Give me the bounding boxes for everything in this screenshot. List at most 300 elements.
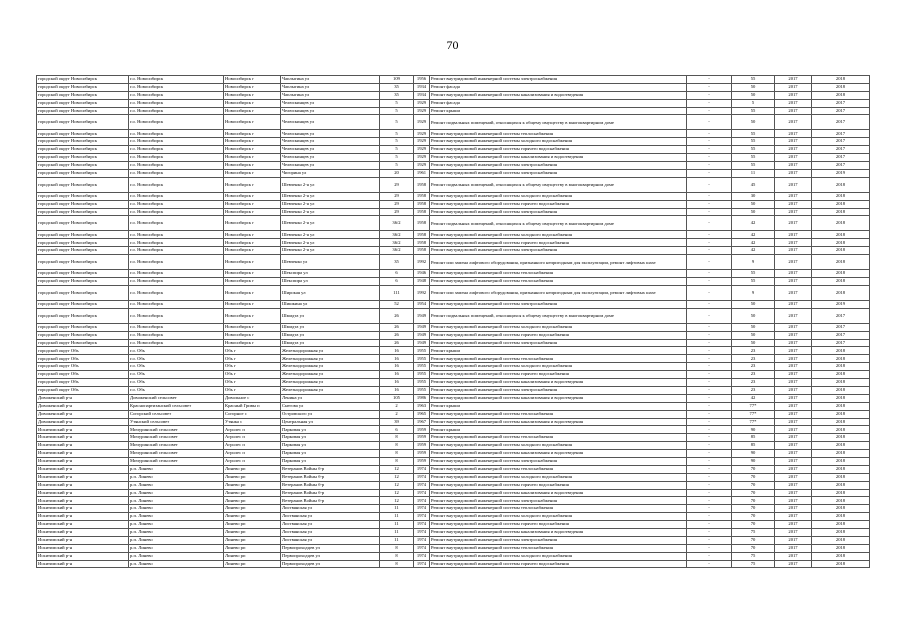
cost-cell: 70: [732, 521, 775, 529]
locality-cell: Новосибирск г: [224, 115, 281, 130]
locality-cell: Новосибирск г: [224, 285, 281, 300]
work-type-cell: Ремонт внутридомовой инженерной системы электроснабжения: [430, 76, 687, 84]
end-year-cell: 2017: [812, 308, 870, 323]
start-year-cell: 2017: [775, 308, 812, 323]
municipal-district-cell: городской округ Новосибирск: [37, 177, 129, 192]
work-type-cell: Ремонт фасада: [430, 99, 687, 107]
municipal-district-cell: городской округ Новосибирск: [37, 162, 129, 170]
table-row: [37, 270, 870, 278]
build-year-cell: 1948: [414, 278, 430, 286]
build-year-cell: 1974: [414, 552, 430, 560]
table-row: [37, 402, 870, 410]
table-row: [37, 347, 870, 355]
end-year-cell: 2017: [812, 331, 870, 339]
end-year-cell: 2017: [812, 138, 870, 146]
work-type-cell: Ремонт внутридомовой инженерной системы горячего водоснабжения: [430, 146, 687, 154]
table-row: [37, 177, 870, 192]
cost-cell: 70: [732, 489, 775, 497]
start-year-cell: 2017: [775, 285, 812, 300]
house-number-cell: 26: [380, 308, 414, 323]
street-cell: Ветеранов Войны б-р: [281, 465, 380, 473]
build-year-cell: 1959: [414, 426, 430, 434]
settlement-cell: Мичуринский сельсовет: [129, 426, 224, 434]
cost-cell: 42: [732, 247, 775, 255]
extra-cell: -: [687, 560, 732, 568]
end-year-cell: 2018: [812, 83, 870, 91]
house-number-cell: 16: [380, 347, 414, 355]
cost-cell: 50: [732, 91, 775, 99]
municipal-district-cell: городской округ Новосибирск: [37, 270, 129, 278]
cost-cell: 90: [732, 426, 775, 434]
municipal-district-cell: городской округ Новосибирск: [37, 331, 129, 339]
locality-cell: Агролес п: [224, 450, 281, 458]
table-row: [37, 450, 870, 458]
municipal-district-cell: Искитимский р-н: [37, 544, 129, 552]
settlement-cell: г.о. Новосибирск: [129, 177, 224, 192]
street-cell: Шевченко 2-я ул: [281, 216, 380, 231]
start-year-cell: 2017: [775, 255, 812, 270]
street-cell: Парковая ул: [281, 426, 380, 434]
work-type-cell: Ремонт внутридомовой инженерной системы канализования и водоотведения: [430, 154, 687, 162]
house-number-cell: 35: [380, 255, 414, 270]
street-cell: Челюскинцев ул: [281, 130, 380, 138]
end-year-cell: 2018: [812, 231, 870, 239]
locality-cell: Новосибирск г: [224, 231, 281, 239]
house-number-cell: 5: [380, 138, 414, 146]
house-number-cell: 26: [380, 339, 414, 347]
extra-cell: -: [687, 386, 732, 394]
end-year-cell: 2018: [812, 505, 870, 513]
build-year-cell: 1955: [414, 363, 430, 371]
settlement-cell: р.п. Линево: [129, 521, 224, 529]
work-type-cell: Ремонт внутридомовой инженерной системы горячего водоснабжения: [430, 331, 687, 339]
settlement-cell: Мичуринский сельсовет: [129, 434, 224, 442]
cost-cell: 70: [732, 497, 775, 505]
municipal-district-cell: Искитимский р-н: [37, 481, 129, 489]
municipal-district-cell: Искитимский р-н: [37, 536, 129, 544]
end-year-cell: 2018: [812, 560, 870, 568]
build-year-cell: 1974: [414, 465, 430, 473]
work-type-cell: Ремонт внутридомовой инженерной системы электроснабжения: [430, 300, 687, 308]
work-type-cell: Ремонт крыши: [430, 347, 687, 355]
cost-cell: 70: [732, 513, 775, 521]
house-number-cell: 8: [380, 552, 414, 560]
locality-cell: Линево рп: [224, 552, 281, 560]
street-cell: Шевченко 2-я ул: [281, 208, 380, 216]
build-year-cell: 1934: [414, 83, 430, 91]
settlement-cell: р.п. Линево: [129, 465, 224, 473]
extra-cell: -: [687, 379, 732, 387]
cost-cell: 55: [732, 278, 775, 286]
build-year-cell: 1958: [414, 208, 430, 216]
end-year-cell: 2017: [812, 146, 870, 154]
street-cell: Челюскинцев ул: [281, 138, 380, 146]
municipal-district-cell: городской округ Новосибирск: [37, 216, 129, 231]
locality-cell: Новосибирск г: [224, 308, 281, 323]
work-type-cell: Ремонт внутридомовой инженерной системы электроснабжения: [430, 247, 687, 255]
street-cell: Железнодорожная ул: [281, 347, 380, 355]
extra-cell: -: [687, 355, 732, 363]
start-year-cell: 2017: [775, 513, 812, 521]
end-year-cell: 2018: [812, 363, 870, 371]
locality-cell: Новосибирск г: [224, 91, 281, 99]
end-year-cell: 2018: [812, 208, 870, 216]
street-cell: Шишкина ул: [281, 300, 380, 308]
table-row: [37, 363, 870, 371]
end-year-cell: 2018: [812, 410, 870, 418]
build-year-cell: 1949: [414, 339, 430, 347]
table-row: [37, 379, 870, 387]
street-cell: Челюскинцев ул: [281, 154, 380, 162]
street-cell: Ветеранов Войны б-р: [281, 481, 380, 489]
work-type-cell: Ремонт подвальных помещений, относящихся к общему имуществу в многоквартирном доме: [430, 308, 687, 323]
settlement-cell: г.о. Новосибирск: [129, 91, 224, 99]
street-cell: Парковая ул: [281, 442, 380, 450]
cost-cell: 50: [732, 83, 775, 91]
cost-cell: 9: [732, 285, 775, 300]
house-number-cell: 29: [380, 200, 414, 208]
locality-cell: Новосибирск г: [224, 162, 281, 170]
locality-cell: Обь г: [224, 379, 281, 387]
extra-cell: -: [687, 426, 732, 434]
house-number-cell: 20: [380, 169, 414, 177]
street-cell: Первопроходцев ул: [281, 560, 380, 568]
start-year-cell: 2017: [775, 528, 812, 536]
build-year-cell: 1974: [414, 521, 430, 529]
start-year-cell: 2017: [775, 473, 812, 481]
municipal-district-cell: Искитимский р-н: [37, 473, 129, 481]
settlement-cell: г.о. Обь: [129, 347, 224, 355]
table-row: [37, 115, 870, 130]
cost-cell: 50: [732, 115, 775, 130]
end-year-cell: 2018: [812, 528, 870, 536]
settlement-cell: р.п. Линево: [129, 560, 224, 568]
work-type-cell: Ремонт внутридомовой инженерной системы горячего водоснабжения: [430, 481, 687, 489]
end-year-cell: 2018: [812, 450, 870, 458]
municipal-district-cell: городской округ Обь: [37, 355, 129, 363]
start-year-cell: 2017: [775, 107, 812, 115]
house-number-cell: 6: [380, 270, 414, 278]
end-year-cell: 2017: [812, 130, 870, 138]
end-year-cell: 2018: [812, 76, 870, 84]
end-year-cell: 2018: [812, 247, 870, 255]
start-year-cell: 2017: [775, 76, 812, 84]
work-type-cell: Ремонт внутридомовой инженерной системы теплоснабжения: [430, 278, 687, 286]
street-cell: Чаплыгина ул: [281, 91, 380, 99]
cost-cell: 11: [732, 169, 775, 177]
municipal-district-cell: Искитимский р-н: [37, 552, 129, 560]
extra-cell: -: [687, 208, 732, 216]
work-type-cell: Ремонт подвальных помещений, относящихся к общему имуществу в многоквартирном доме: [430, 177, 687, 192]
cost-cell: 75: [732, 552, 775, 560]
extra-cell: -: [687, 278, 732, 286]
house-number-cell: 5: [380, 107, 414, 115]
end-year-cell: 2017: [812, 99, 870, 107]
house-number-cell: 36/2: [380, 247, 414, 255]
start-year-cell: 2017: [775, 379, 812, 387]
street-cell: Чаплыгина ул: [281, 76, 380, 84]
cost-cell: 70: [732, 465, 775, 473]
locality-cell: Новосибирск г: [224, 270, 281, 278]
settlement-cell: Утянский сельсовет: [129, 418, 224, 426]
street-cell: Железнодорожная ул: [281, 386, 380, 394]
locality-cell: Новосибирск г: [224, 169, 281, 177]
build-year-cell: 1959: [414, 442, 430, 450]
settlement-cell: р.п. Линево: [129, 552, 224, 560]
street-cell: Центральная ул: [281, 418, 380, 426]
end-year-cell: 2018: [812, 347, 870, 355]
settlement-cell: г.о. Новосибирск: [129, 200, 224, 208]
street-cell: Снегова ул: [281, 402, 380, 410]
table-row: [37, 426, 870, 434]
work-type-cell: Ремонт внутридомовой инженерной системы холодного водоснабжения: [430, 442, 687, 450]
table-row: [37, 138, 870, 146]
table-row: [37, 552, 870, 560]
municipal-district-cell: Довоженский р-н: [37, 394, 129, 402]
extra-cell: -: [687, 83, 732, 91]
settlement-cell: г.о. Новосибирск: [129, 99, 224, 107]
settlement-cell: г.о. Новосибирск: [129, 278, 224, 286]
work-type-cell: Ремонт внутридомовой инженерной системы горячего водоснабжения: [430, 239, 687, 247]
settlement-cell: г.о. Новосибирск: [129, 231, 224, 239]
build-year-cell: 1929: [414, 99, 430, 107]
settlement-cell: г.о. Новосибирск: [129, 130, 224, 138]
settlement-cell: р.п. Линево: [129, 489, 224, 497]
municipal-district-cell: Довоженский р-н: [37, 418, 129, 426]
end-year-cell: 2018: [812, 270, 870, 278]
locality-cell: Обь г: [224, 386, 281, 394]
cost-cell: 50: [732, 208, 775, 216]
locality-cell: Новосибирск г: [224, 339, 281, 347]
start-year-cell: 2017: [775, 442, 812, 450]
street-cell: Челюскинцев ул: [281, 146, 380, 154]
cost-cell: 55: [732, 76, 775, 84]
cost-cell: 55: [732, 270, 775, 278]
start-year-cell: 2017: [775, 560, 812, 568]
street-cell: Шевченко 2-я ул: [281, 231, 380, 239]
end-year-cell: 2017: [812, 339, 870, 347]
build-year-cell: 1929: [414, 154, 430, 162]
table-row: [37, 99, 870, 107]
street-cell: Ленина ул: [281, 394, 380, 402]
end-year-cell: 2018: [812, 379, 870, 387]
start-year-cell: 2017: [775, 192, 812, 200]
work-type-cell: Ремонт внутридомовой инженерной системы теплоснабжения: [430, 505, 687, 513]
table-row: [37, 216, 870, 231]
work-type-cell: Ремонт внутридомовой инженерной системы теплоснабжения: [430, 465, 687, 473]
settlement-cell: г.о. Новосибирск: [129, 83, 224, 91]
table-row: [37, 339, 870, 347]
start-year-cell: 2017: [775, 247, 812, 255]
build-year-cell: 1958: [414, 200, 430, 208]
street-cell: Чигорина ул: [281, 169, 380, 177]
start-year-cell: 2017: [775, 505, 812, 513]
municipal-district-cell: городской округ Новосибирск: [37, 83, 129, 91]
end-year-cell: 2017: [812, 107, 870, 115]
build-year-cell: 1946: [414, 270, 430, 278]
build-year-cell: 1958: [414, 231, 430, 239]
locality-cell: Агролес п: [224, 426, 281, 434]
work-type-cell: Ремонт внутридомовой инженерной системы холодного водоснабжения: [430, 192, 687, 200]
end-year-cell: 2018: [812, 426, 870, 434]
table-row: [37, 308, 870, 323]
work-type-cell: Ремонт внутридомовой инженерной системы горячего водоснабжения: [430, 371, 687, 379]
house-number-cell: 29: [380, 192, 414, 200]
work-type-cell: Ремонт внутридомовой инженерной системы теплоснабжения: [430, 434, 687, 442]
work-type-cell: Ремонт внутридомовой инженерной системы канализования и водоотведения: [430, 450, 687, 458]
work-type-cell: Ремонт внутридомовой инженерной системы теплоснабжения: [430, 544, 687, 552]
work-type-cell: Ремонт внутридомовой инженерной системы электроснабжения: [430, 169, 687, 177]
settlement-cell: р.п. Линево: [129, 544, 224, 552]
municipal-district-cell: городской округ Новосибирск: [37, 107, 129, 115]
start-year-cell: 2017: [775, 208, 812, 216]
start-year-cell: 2017: [775, 363, 812, 371]
locality-cell: Новосибирск г: [224, 300, 281, 308]
municipal-district-cell: Довоженский р-н: [37, 410, 129, 418]
street-cell: Железнодорожная ул: [281, 363, 380, 371]
build-year-cell: 1955: [414, 386, 430, 394]
house-number-cell: 36/2: [380, 231, 414, 239]
table-row: [37, 418, 870, 426]
build-year-cell: 1958: [414, 239, 430, 247]
start-year-cell: 2017: [775, 552, 812, 560]
start-year-cell: 2017: [775, 481, 812, 489]
locality-cell: Линево рп: [224, 513, 281, 521]
locality-cell: Обь г: [224, 363, 281, 371]
work-type-cell: Ремонт внутридомовой инженерной системы холодного водоснабжения: [430, 231, 687, 239]
municipal-district-cell: городской округ Новосибирск: [37, 99, 129, 107]
extra-cell: -: [687, 91, 732, 99]
house-number-cell: 16: [380, 371, 414, 379]
end-year-cell: 2018: [812, 442, 870, 450]
start-year-cell: 2017: [775, 300, 812, 308]
build-year-cell: 1949: [414, 331, 430, 339]
house-number-cell: 12: [380, 465, 414, 473]
extra-cell: -: [687, 536, 732, 544]
house-number-cell: 8: [380, 442, 414, 450]
street-cell: Железнодорожная ул: [281, 371, 380, 379]
street-cell: Шевченко 2-я ул: [281, 239, 380, 247]
start-year-cell: 2017: [775, 83, 812, 91]
end-year-cell: 2018: [812, 513, 870, 521]
municipal-district-cell: городской округ Новосибирск: [37, 247, 129, 255]
settlement-cell: г.о. Новосибирск: [129, 146, 224, 154]
build-year-cell: 1974: [414, 505, 430, 513]
settlement-cell: г.о. Новосибирск: [129, 162, 224, 170]
build-year-cell: 1955: [414, 347, 430, 355]
cost-cell: 42: [732, 239, 775, 247]
end-year-cell: 2018: [812, 418, 870, 426]
extra-cell: -: [687, 270, 732, 278]
end-year-cell: 2018: [812, 255, 870, 270]
start-year-cell: 2017: [775, 521, 812, 529]
municipal-district-cell: городской округ Обь: [37, 363, 129, 371]
extra-cell: -: [687, 162, 732, 170]
municipal-district-cell: Искитимский р-н: [37, 513, 129, 521]
work-type-cell: Ремонт внутридомовой инженерной системы канализования и водоотведения: [430, 528, 687, 536]
table-row: [37, 200, 870, 208]
street-cell: Парковая ул: [281, 434, 380, 442]
work-type-cell: Ремонт внутридомовой инженерной системы теплоснабжения: [430, 270, 687, 278]
table-row: [37, 255, 870, 270]
settlement-cell: Мичуринский сельсовет: [129, 450, 224, 458]
extra-cell: -: [687, 255, 732, 270]
end-year-cell: 2018: [812, 465, 870, 473]
street-cell: Шмидта ул: [281, 323, 380, 331]
extra-cell: -: [687, 200, 732, 208]
house-number-cell: 26: [380, 331, 414, 339]
street-cell: Шевченко 2-я ул: [281, 247, 380, 255]
street-cell: Ветеранов Войны б-р: [281, 473, 380, 481]
cost-cell: 50: [732, 300, 775, 308]
street-cell: Челюскинцев ул: [281, 107, 380, 115]
locality-cell: Новосибирск г: [224, 83, 281, 91]
cost-cell: 70: [732, 536, 775, 544]
start-year-cell: 2017: [775, 536, 812, 544]
cost-cell: 70: [732, 544, 775, 552]
extra-cell: -: [687, 489, 732, 497]
locality-cell: Новосибирск г: [224, 239, 281, 247]
settlement-cell: г.о. Обь: [129, 386, 224, 394]
work-type-cell: Ремонт крыши: [430, 426, 687, 434]
extra-cell: -: [687, 521, 732, 529]
municipal-district-cell: Искитимский р-н: [37, 442, 129, 450]
street-cell: Челюскинцев ул: [281, 115, 380, 130]
table-row: [37, 434, 870, 442]
house-number-cell: 36/2: [380, 239, 414, 247]
house-number-cell: 16: [380, 386, 414, 394]
table-row: [37, 107, 870, 115]
start-year-cell: 2017: [775, 323, 812, 331]
end-year-cell: 2018: [812, 371, 870, 379]
settlement-cell: г.о. Новосибирск: [129, 154, 224, 162]
municipal-district-cell: городской округ Новосибирск: [37, 308, 129, 323]
municipal-district-cell: городской округ Новосибирск: [37, 130, 129, 138]
start-year-cell: 2017: [775, 339, 812, 347]
start-year-cell: 2017: [775, 347, 812, 355]
table-row: [37, 513, 870, 521]
cost-cell: 23: [732, 347, 775, 355]
locality-cell: Линево рп: [224, 473, 281, 481]
extra-cell: -: [687, 513, 732, 521]
start-year-cell: 2017: [775, 489, 812, 497]
street-cell: Листвянская ул: [281, 513, 380, 521]
end-year-cell: 2019: [812, 300, 870, 308]
locality-cell: Агролес п: [224, 457, 281, 465]
extra-cell: -: [687, 138, 732, 146]
start-year-cell: 2017: [775, 394, 812, 402]
street-cell: Листвянская ул: [281, 528, 380, 536]
house-number-cell: 36/2: [380, 216, 414, 231]
municipal-district-cell: городской округ Обь: [37, 371, 129, 379]
house-number-cell: 16: [380, 363, 414, 371]
end-year-cell: 2018: [812, 386, 870, 394]
locality-cell: Новосибирск г: [224, 247, 281, 255]
municipal-district-cell: городской округ Новосибирск: [37, 339, 129, 347]
extra-cell: -: [687, 216, 732, 231]
start-year-cell: 2017: [775, 386, 812, 394]
work-type-cell: Ремонт внутридомовой инженерной системы электроснабжения: [430, 386, 687, 394]
table-row: [37, 528, 870, 536]
build-year-cell: 1992: [414, 285, 430, 300]
locality-cell: Новосибирск г: [224, 99, 281, 107]
extra-cell: -: [687, 300, 732, 308]
municipal-district-cell: городской округ Новосибирск: [37, 323, 129, 331]
municipal-district-cell: городской округ Новосибирск: [37, 138, 129, 146]
municipal-district-cell: городской округ Новосибирск: [37, 146, 129, 154]
cost-cell: 55: [732, 138, 775, 146]
house-number-cell: 2: [380, 402, 414, 410]
